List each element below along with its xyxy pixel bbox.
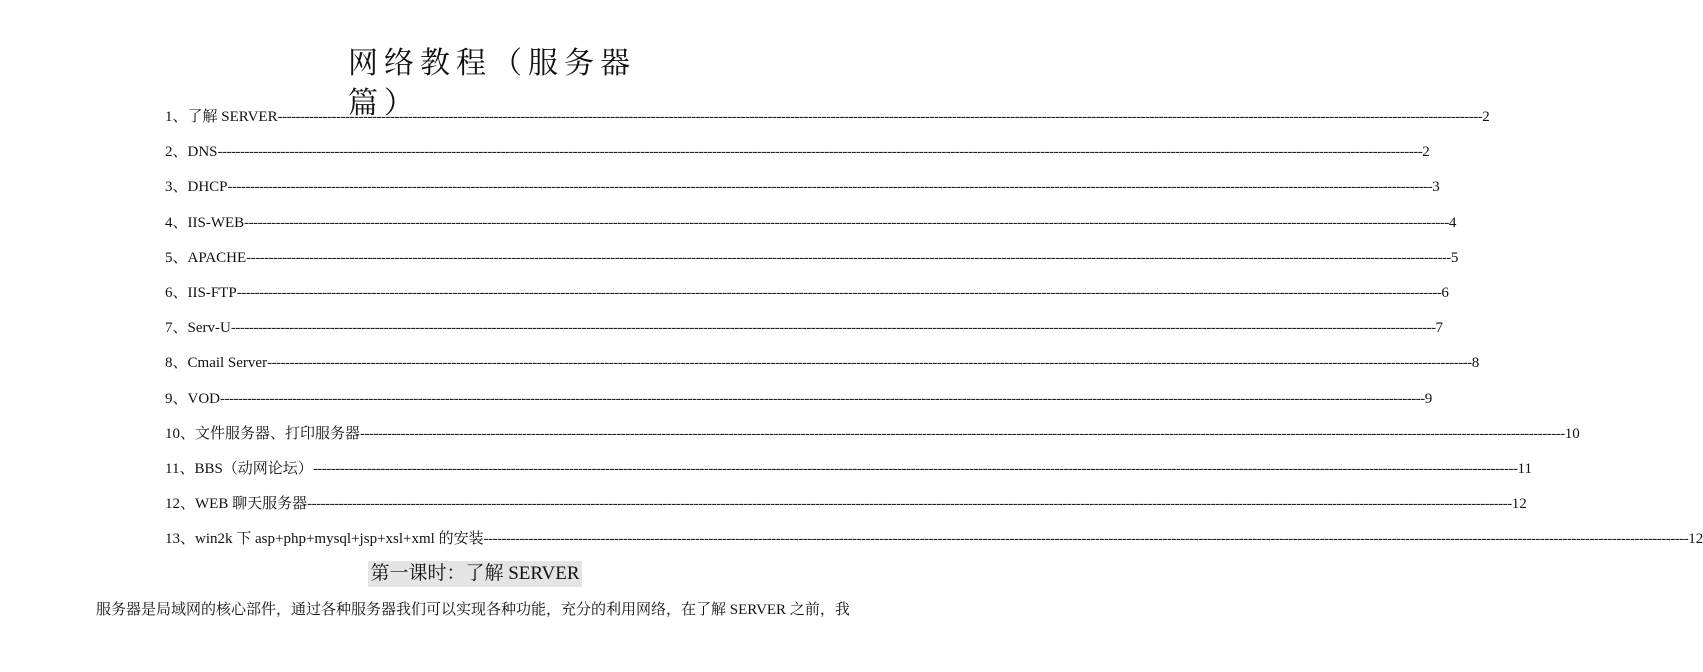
toc-entry-label: 了解 SERVER (187, 109, 278, 125)
document-title-box (348, 44, 638, 121)
toc-leader-dashes (360, 417, 1565, 452)
intro-paragraph: 服务器是局域网的核心部件，通过各种服务器我们可以实现各种功能，充分的利用网络，在了解 SERVER 之前，我 (96, 602, 850, 618)
toc-entry[interactable] (165, 382, 1433, 417)
toc-leader-dashes (307, 487, 1512, 522)
toc-entry-page: 3 (1432, 179, 1440, 196)
toc-entry[interactable] (165, 241, 1459, 276)
toc-entry[interactable] (165, 522, 1703, 557)
toc-entry-label: VOD (187, 390, 221, 407)
toc-entry-number: 8、 (165, 355, 188, 372)
toc-entry-page: 12 (1688, 531, 1703, 548)
toc-entry[interactable] (165, 487, 1527, 522)
toc-entry-label: DHCP (187, 179, 228, 196)
lesson-heading-text: 第一课时：了解 SERVER (368, 561, 581, 587)
toc-entry-label: IIS-WEB (187, 214, 245, 231)
toc-entry[interactable] (165, 311, 1444, 346)
toc-entry-page: 5 (1450, 249, 1459, 266)
toc-entry-page: 8 (1471, 355, 1480, 372)
toc-entry-page: 12 (1511, 496, 1527, 513)
toc-leader-dashes (313, 452, 1518, 487)
toc-entry-label: 文件服务器、打印服务器 (195, 425, 361, 442)
toc-leader-dashes (237, 276, 1442, 311)
toc-entry-number: 7、 (165, 320, 188, 337)
toc-entry-page: 7 (1435, 320, 1444, 337)
toc-entry-number: 9、 (165, 390, 188, 407)
toc-entry[interactable] (165, 417, 1580, 452)
toc-leader-dashes (484, 522, 1689, 557)
toc-entry-page: 11 (1517, 460, 1532, 477)
toc-entry-number: 2、 (165, 144, 188, 161)
toc-entry[interactable] (165, 170, 1440, 205)
toc-entry-label: BBS（动网论坛） (194, 460, 313, 477)
toc-entry-number: 3、 (165, 179, 188, 196)
toc-entry-page: 9 (1424, 390, 1433, 407)
toc-entry-page: 10 (1564, 425, 1580, 442)
toc-entry-number: 12、 (165, 496, 196, 513)
table-of-contents (165, 100, 1703, 557)
toc-entry[interactable] (165, 206, 1457, 241)
toc-entry[interactable] (165, 452, 1532, 487)
toc-entry-page: 2 (1482, 109, 1490, 125)
toc-entry-number: 11、 (165, 460, 195, 477)
toc-leader-dashes (220, 382, 1425, 417)
toc-leader-dashes (218, 135, 1423, 170)
toc-entry-label: IIS-FTP (187, 284, 237, 301)
toc-entry-number: 5、 (165, 249, 188, 266)
toc-entry-label: win2k 下 asp+php+mysql+jsp+xsl+xml 的安装 (195, 531, 484, 548)
toc-entry-page: 2 (1422, 144, 1430, 161)
toc-entry[interactable] (165, 135, 1430, 170)
toc-leader-dashes (246, 241, 1451, 276)
toc-entry-label: Cmail Server (187, 355, 268, 372)
toc-entry[interactable] (165, 346, 1480, 381)
document-title: 网络教程（服务器篇） (348, 46, 636, 121)
lesson-heading (0, 561, 950, 587)
toc-entry-label: WEB 聊天服务器 (195, 496, 308, 513)
toc-entry-page: 4 (1448, 214, 1457, 231)
toc-leader-dashes (267, 346, 1472, 381)
toc-leader-dashes (228, 170, 1433, 205)
toc-entry-number: 1、 (165, 109, 188, 125)
toc-entry-label: Serv-U (187, 320, 231, 337)
toc-leader-dashes (244, 206, 1449, 241)
toc-entry-label: DNS (187, 144, 218, 161)
toc-leader-dashes (231, 311, 1436, 346)
toc-leader-dashes (278, 100, 1483, 135)
toc-entry-number: 4、 (165, 214, 188, 231)
toc-entry-page: 6 (1441, 284, 1449, 301)
toc-entry-number: 10、 (165, 425, 196, 442)
toc-entry-number: 6、 (165, 284, 188, 301)
toc-entry[interactable] (165, 276, 1449, 311)
toc-entry[interactable] (165, 100, 1490, 135)
toc-entry-label: APACHE (187, 249, 247, 266)
toc-entry-number: 13、 (165, 531, 196, 548)
